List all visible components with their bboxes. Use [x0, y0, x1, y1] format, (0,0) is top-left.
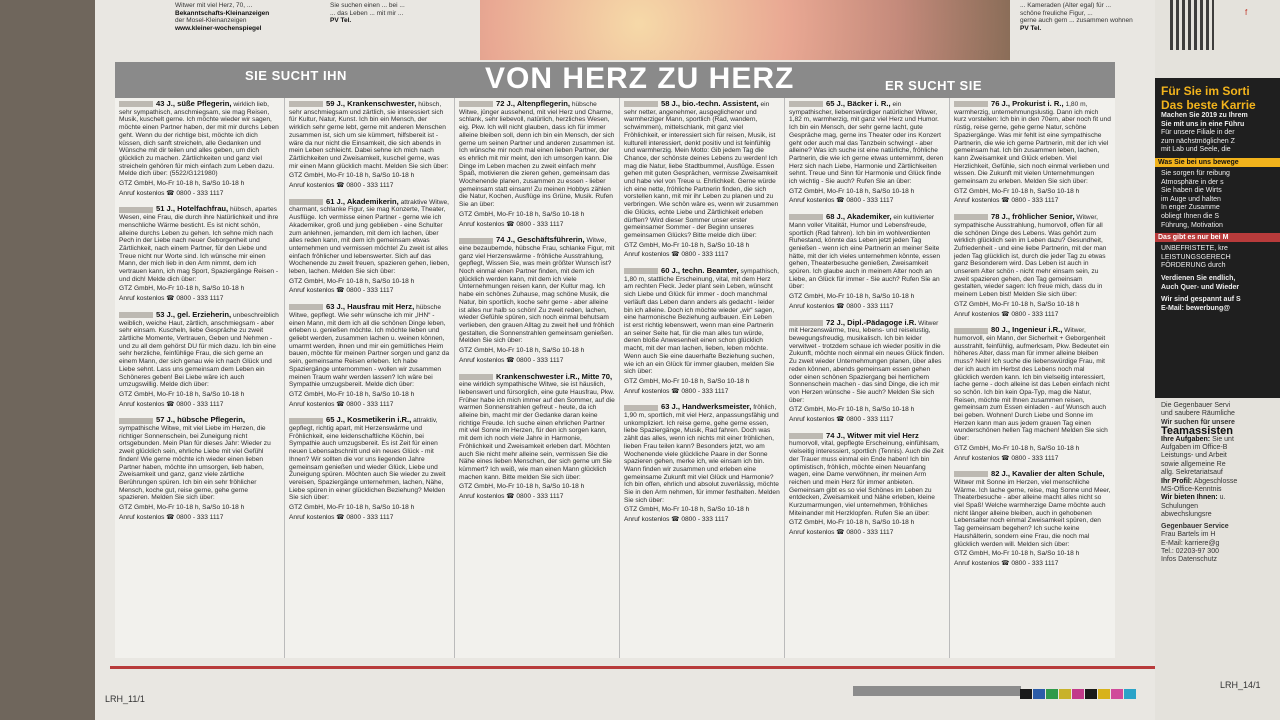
- ad-phone: Anruf kostenlos ☎ 0800 - 333 1117: [789, 197, 894, 205]
- ad-contact: GTZ GmbH, Mo-Fr 10-18 h, Sa/So 10-18 h: [289, 172, 415, 180]
- ad-title: 43 J., süße Pflegerin,: [156, 99, 232, 108]
- facebook-icon: f: [1245, 8, 1248, 17]
- ad-body: Witwer, sympathische Ausstrahlung, humorvoll, offen für all die schönen Dinge des Lebens. Was gehört zum wirklich glücklich sein im Leben dazu? Gesundheit, Zufriedenheit - und eine liebe Partnerin, mit der man jeden Tag glücklich ist, durch die jeder Tag zu etwas ganz Besonderem wird. Das Leben ist auch in unserem Alter schön - nicht mehr einsam sein, zu zweit spazieren gehen, den Tag gemeinsam gestalten, wieder sagen: Ich freue mich, dass du in meinem Leben bist! Melden Sie sich über:: [954, 214, 1107, 299]
- classified-ad: [459, 236, 615, 364]
- color-swatches: [1020, 686, 1137, 696]
- ad-title: 61 J., Akademikerin,: [326, 196, 399, 206]
- ad-body: fröhlich, 1,90 m, sportlich, mit viel Herz, anpassungsfähig und unkompliziert. Ich reise gerne, gehe gerne essen, liebe Spaziergänge, Musik, Rad fahren. Doch was zählt das alles, wenn ich nichts mit einer fröhlichen, lieben Frau teilen kann? Besonders jetzt, wo am Wochenende viele glückliche Paare in der Sonne spazieren gehen, merke ich, wie einsam ich bin. Wann finden wir zusammen und erleben eine gemeinsame Zukunft mit viel Glück und Harmonie? Ich bin offen, ehrlich und absolut zuverlässig, möchte Sie in den Arm nehmen, für immer festhalten. Melden Sie sich über:: [624, 404, 780, 504]
- ad-phone: Anruf kostenlos ☎ 0800 - 333 1117: [624, 387, 729, 395]
- color-swatch: [1059, 689, 1071, 699]
- ad-title: 57 J., hübsche Pflegerin,: [156, 415, 246, 425]
- ad-bullet: im Auge und halten: [1161, 195, 1221, 203]
- ad-text: zum nächstmöglichen Z: [1161, 137, 1235, 145]
- top-strip-mid: [330, 2, 475, 25]
- ad-text: MS-Office-Kenntnis: [1161, 486, 1222, 494]
- ad-body: sympathisch, 1,80 m, stattliche Erscheinung, vital, mit dem Herz am rechten Fleck. Jeder plant sein Leben, wünscht sich Liebe und Glück für immer - doch manchmal verläuft das Leben dann anders als gedacht - leider bin ich alleine. Doch ich möchte wieder „wir“ sagen, eine harmonische Beziehung aufbauen. Ein Leben ist erst richtig lebenswert, wenn man eine Partnerin an seiner Seite hat, für die man alles tun würde, deren bloße Anwesenheit einen schon glücklich macht, mit der man lachen, lieben, leben möchte. Wenn auch Sie eine dauerhafte Beziehung suchen, wie ich an ein Glück für immer glauben, melden Sie sich über:: [624, 268, 779, 376]
- top-strip-line: Witwer mit viel Herz, 70, ...: [175, 2, 253, 9]
- ad-title: 80 J., Ingenieur i.R.,: [991, 325, 1063, 335]
- top-strip-line: schöne freuliche Figur, ...: [1020, 9, 1093, 17]
- classified-ad: [289, 303, 450, 408]
- ad-text: E-Mail: karriere@g: [1161, 539, 1220, 547]
- ad-phone: Anruf kostenlos ☎ 0800 - 333 1117: [119, 189, 224, 197]
- ad-title: 60 J., techn. Beamter,: [661, 266, 739, 276]
- ad-contact: GTZ GmbH, Mo-Fr 10-18 h, Sa/So 10-18 h: [459, 483, 585, 491]
- ad-text: Schulungen: [1161, 502, 1198, 510]
- top-strip-line: der Mosel-Kleinanzeigen: [175, 17, 247, 25]
- ad-text: allg. Sekretariatsauf: [1161, 469, 1223, 477]
- ad-body: ein sympathischer, liebenswürdiger natürlicher Witwer, 1,82 m, warmherzig, mit ganz viel Herz und Humor. Ich bin ein Mensch, der sehr gerne lacht, gute Gespräche mag, gerne ins Theater oder ins Konzert geht oder auch mal das Tanzbein schwingt - aber alleine? Was ich suche ist eine natürliche, fröhliche Partnerin, die wie ich gerne etwas unternimmt, deren Herz sich nach Liebe, Harmonie und Zärtlichkeiten sehnt. Treue und Sinn für Harmonie und Glück finde ich wichtig - Sie auch? Rufen Sie an über:: [789, 101, 944, 186]
- color-bar: [853, 686, 1021, 696]
- ad-phone: Anruf kostenlos ☎ 0800 - 333 1117: [289, 513, 394, 521]
- section-header: [115, 62, 1115, 98]
- classified-ad: [954, 470, 1111, 567]
- ad-contact: GTZ GmbH, Mo-Fr 10-18 h, Sa/So 10-18 h: [624, 506, 750, 514]
- ad-contact: GTZ GmbH, Mo-Fr 10-18 h, Sa/So 10-18 h: [789, 293, 915, 301]
- color-swatch: [1033, 689, 1045, 699]
- ad-contact: GTZ GmbH, Mo-Fr 10-18 h, Sa/So 10-18 h: [289, 504, 415, 512]
- ad-text: Für unsere Filiale in der: [1161, 129, 1235, 137]
- ad-text: abwechslungsre: [1161, 511, 1212, 519]
- ad-title: 68 J., Akademiker,: [826, 212, 892, 222]
- classified-ad: [119, 205, 280, 302]
- ad-title: 58 J., bio.-techn. Assistent,: [661, 99, 759, 108]
- ad-text: E-Mail: bewerbung@: [1161, 304, 1231, 312]
- ad-band: Das gibt es nur bei M: [1155, 233, 1280, 242]
- ad-phone: Anruf kostenlos ☎ 0800 - 333 1117: [289, 287, 394, 295]
- ad-contact: GTZ GmbH, Mo-Fr 10-18 h, Sa/So 10-18 h: [289, 390, 415, 398]
- ad-phone: Anruf kostenlos ☎ 0800 - 333 1117: [459, 356, 564, 364]
- ad-body: attraktiv, gepflegt, richtig apart, mit Herzenswärme und Fröhlichkeit, eine leidenschaftliche Köchin, bei Sympathie auch umzugsbereit. Es ist Zeit für einen neuen Lebensabschnitt und ein neues Glück - mit Ihnen? Wir sollten die vor uns liegenden Jahre gemeinsam genießen und wieder Glück, Liebe und Zuneigung spüren. Möchten auch Sie wieder zu zweit vereisen, Spaziergänge unternehmen, lachen, Nähe, Liebe spüren in einer glücklichen Beziehung? Melden Sie sich über:: [289, 417, 446, 502]
- classified-ad: [289, 416, 450, 521]
- classified-ad: [119, 416, 280, 521]
- ad-title: 65 J., Bäcker i. R.,: [826, 99, 891, 108]
- ad-phone: Anruf kostenlos ☎ 0800 - 333 1117: [459, 493, 564, 501]
- ad-contact: GTZ GmbH, Mo-Fr 10-18 h, Sa/So 10-18 h: [119, 504, 245, 512]
- ad-title: 74 J., Geschäftsführerin,: [496, 235, 585, 245]
- ad-title: 59 J., Krankenschwester,: [326, 99, 417, 108]
- classified-ad: [954, 100, 1111, 205]
- ad-phone: Anruf kostenlos ☎ 0800 - 333 1117: [954, 454, 1059, 462]
- ad-bullet: UNBEFRISTETE, kre: [1161, 245, 1228, 253]
- classified-ad: [954, 213, 1111, 318]
- ad-text: Infos Datenschutz: [1161, 556, 1218, 564]
- ad-bullet: FÖRDERUNG durch: [1161, 262, 1226, 270]
- ad-bullet: In enger Zusamme: [1161, 204, 1220, 212]
- ad-phone: Anruf kostenlos ☎ 0800 - 333 1117: [789, 302, 894, 310]
- color-swatch: [1098, 689, 1110, 699]
- ad-title: 78 J., fröhlicher Senior,: [991, 212, 1075, 222]
- ad-phone: Anruf kostenlos ☎ 0800 - 333 1117: [789, 416, 894, 424]
- page-title: VON HERZ ZU HERZ: [485, 62, 795, 95]
- red-rule: [110, 666, 1155, 669]
- ad-text: Auch Quer- und Wieder: [1161, 283, 1240, 291]
- ad-title: 63 J., Handwerksmeister,: [661, 402, 752, 412]
- ad-title: 53 J., gel. Erzieherin,: [156, 309, 232, 319]
- ad-text: Sie mit uns in eine Führu: [1161, 120, 1245, 128]
- classified-ad: [119, 311, 280, 408]
- ad-phone: Anruf kostenlos ☎ 0800 - 333 1117: [119, 513, 224, 521]
- ad-body: Witwe, eine bezaubernde, hübsche Frau, schlanke Figur, mit ganz viel Herzenswärme - fröhliche Ausstrahlung, gepflegt, Wissen Sie, was mein größter Wunsch ist? Noch einmal einen Partner finden, mit dem ich glücklich werden kann, mit dem ich viele Unternehmungen reisen kann, der Kultur mag. Ich habe ein schönes Zuhause, mag schöne Musik, die Natur, bin sportlich, koche sehr gerne - aber alleine ist alles nur halb so schön! Zu zweit reden, lachen, wieder Gefühle spüren, sich noch einmal behutsam verlieben, den grauen Alltag zu zweit hell und fröhlich gestalten, die Sonnenstrahlen gemeinsam genießen. Melden Sie sich über:: [459, 237, 615, 345]
- classified-ad: [789, 213, 945, 310]
- header-she-seeks: SIE SUCHT IHN: [245, 68, 347, 83]
- top-strip: [95, 0, 1155, 62]
- ad-body: hübsch, apartes Wesen, eine Frau, die durch ihre Natürlichkeit und ihre menschliche Wärme besticht. Es ist nicht schön, alleine durchs Leben zu gehen. Ich sehne mich nach Pech in der Liebe nach neuer Geborgenheit und Zärtlichkeit, nach einem Partner, für den Liebe und Treue nicht nur Worte sind. Ich wünsche mir einen Mann, der mich lieb in den Arm nimmt, dem ich vertrauen kann, ich mag Sport, Spaziergänge Reisen - und dich! Melde dich über:: [119, 206, 279, 283]
- ad-title: 72 J., Altenpflegerin,: [496, 99, 570, 108]
- ad-body: hübsche Witwe, gepflegt. Wie sehr wünsche ich mir „IHN“ - einen Mann, mit dem ich all die schönen Dinge leben, erleben u. genießen möchte. Ich möchte lieben und geliebt werden, zusammen lachen u. weinen können, umarmt werden, ihnen und mir ein gemütliches Heim bauen, möchte für meinen Partner sorgen und ganz da sein, gemeinsame Reisen erleben. Ich habe Spaziergänge unternommen - wollen wir zusammen meinen Traum wahr werden lassen? Ich wäre bei Sympathie umzugsbereit. Melde dich über:: [289, 304, 450, 389]
- ad-title: Krankenschwester i.R., Mitte 70,: [496, 371, 613, 381]
- ad-phone: Anruf kostenlos ☎ 0800 - 333 1117: [119, 400, 224, 408]
- ad-phone: Anruf kostenlos ☎ 0800 - 333 1117: [954, 559, 1059, 567]
- ad-phone: Anruf kostenlos ☎ 0800 - 333 1117: [789, 529, 894, 537]
- classified-ad: [624, 100, 780, 259]
- flower-photo: [480, 0, 1010, 60]
- adjacent-page: [1155, 0, 1280, 720]
- ad-body: ein sehr netter, angenehmer, ausgeglichener und warmherziger Mann, sportlich (Rad, wandern, schwimmen), mittelschlank, mit ganz viel Fröhlichkeit, er interessiert sich für reisen, Musik, ist kulturell interessiert, denkt positiv und ist feinfühlig und warmherzig. Mein Motto: Gib jedem Tag die Chance, der schönste deines Lebens zu werden! Ich mag die Natur, liebe Stadtbummel, Ausflüge. Essen gehen mit guten Gesprächen, vermisse Zweisamkeit und habe viel von Treue u. Ehrlichkeit. Gerne würde ich eine nette, fröhliche Partnerin finden, die sich vorstellen kann, mit mir ihr Leben zu planen und zu verbringen. Wie schön wäre es, wenn wir zusammen die Glücks, echte Liebe und Zärtlichkeit erleben dürften? Wird dieser Sommer unser erster gemeinsamer Sommer - der Beginn unseres gemeinsamen Glücks? Bitte melde dich über:: [624, 101, 779, 239]
- ad-text: Wir sind gespannt auf S: [1161, 296, 1241, 304]
- ad-phone: Anruf kostenlos ☎ 0800 - 333 1117: [289, 400, 394, 408]
- column-4: [620, 98, 785, 658]
- column-1: [115, 98, 285, 658]
- folio-left: LRH_11/1: [105, 694, 145, 704]
- ad-body: Witwer, humorvoll, ein Mann, der Sicherheit + Geborgenheit ausstrahlt, feinfühlig, aufmerksam, Pkw. Bedeutet ein höheres Alter, dass man für immer alleine bleiben muss? Nein! Ich suche die liebenswürdige Frau, mit der ich auch im Herbst des Lebens noch mal glücklich werden kann. Ich bin vielseitig interessiert, lache gerne - doch alleine ist das Leben einfach nicht so schön. Ich bin kein Opa-Typ, mag die Natur, Reisen, möchte mit Ihnen zusammen reisen, gemeinsam zum Essen einladen - auf Wunsch auch bei geben. Wohnen! Durch Liebe und Sonne im Herzen kann man aus jedem grauen Tag einen wunderschönen hellen Tag machen! Melden Sie sich über:: [954, 327, 1110, 443]
- ad-label: Ihr Profil:: [1161, 477, 1193, 485]
- ad-text: Abgeschlosse: [1193, 477, 1238, 485]
- color-swatch: [1111, 689, 1123, 699]
- ad-contact: GTZ GmbH, Mo-Fr 10-18 h, Sa/So 10-18 h: [789, 187, 915, 195]
- ad-text: sowie allgemeine Re: [1161, 460, 1226, 468]
- ad-phone: Anruf kostenlos ☎ 0800 - 333 1117: [954, 310, 1059, 318]
- ad-text: Leistungs- und Arbeit: [1161, 452, 1227, 460]
- ad-text: Die Gegenbauer Servi: [1161, 402, 1231, 409]
- folio-right: LRH_14/1: [1220, 680, 1261, 690]
- ad-contact: GTZ GmbH, Mo-Fr 10-18 h, Sa/So 10-18 h: [119, 180, 245, 188]
- ad-body: hübsch, sehr anschmiegsam und zärtlich, sie interessiert sich für Kultur, Natur, Kunst. Ich bin ein Mensch, der wirklich sehr gerne lebt, gerne mit anderen Menschen zusammen ist, sich um sie kümmert, hilfsbereit ist - wäre da nur nicht die Einsamkeit, die sich abends in mein Leben schleicht. Dabei sehne ich mich nach Zärtlichkeiten und Zweisamkeit, kuschel gerne, was mir einen Mann glücklich macht. Melden Sie sich über:: [289, 101, 449, 170]
- top-strip-line: gerne auch gern ... zusammen wohnen: [1020, 17, 1133, 25]
- ad-title: 76 J., Prokurist i. R.,: [991, 99, 1064, 108]
- ad-bullet: Atmosphäre in der s: [1161, 178, 1224, 186]
- column-2: [285, 98, 455, 658]
- classified-ad: [624, 267, 780, 395]
- top-strip-right: [1020, 2, 1150, 32]
- ad-body: hübsche Witwe, jünger aussehend, mit viel Herz und Charme, schlank, sehr liebevoll, natürlich, herzliches Wesen, eig. Pkw. Ich will nicht glauben, dass ich für immer alleine bleiben soll, denn ich bin ein Mensch, der sich gerne um seinen Partner und anderen zusammen ist. Ich wünsche mir noch mal einen lieben Partner, der es ehrlich mit mir meint, den ich umsorgen kann. Die Dinge im Leben machen zu zweit einfach mehr Spaß, motivieren die zieren gehen, gemeinsam das Wochenende planen, zusammen zu essen - lieber gemeinsam statt einsam! Zu meinen Hobbys zählen die Natur, Kochen, Ausflüge ins Grüne, Musik. Rufen Sie an über:: [459, 101, 615, 209]
- ad-title: 65 J., Kosmetikerin i.R.,: [326, 415, 412, 425]
- classified-ad: [624, 403, 780, 524]
- classified-ad: [954, 326, 1111, 462]
- ad-text: Frau Bartels im H: [1161, 531, 1216, 539]
- ad-phone: Anruf kostenlos ☎ 0800 - 333 1117: [119, 295, 224, 303]
- ad-title: 74 J., Witwer mit viel Herz: [826, 430, 919, 440]
- classified-ad: [459, 100, 615, 228]
- ad-contact: GTZ GmbH, Mo-Fr 10-18 h, Sa/So 10-18 h: [954, 444, 1080, 452]
- ad-text: Gegenbauer Service: [1161, 522, 1229, 530]
- ad-bullet: LEISTUNGSGERECH: [1161, 253, 1231, 261]
- ad-body: Witwer mit Herzenswärme, treu, lebens- und reiselustig, bewegungsfreudig, musikalisch. Ich bin leider verwitwet - trotzdem schaue ich wieder positiv in die Zukunft, möchte noch einmal ein neues Glück finden. Zu zweit wieder Unternehmungen planen, über alles reden können, abends gemeinsam essen gehen oder einen schönen Spaziergang bei herrlichem Sonnenschein machen - das sind Dinge, die ich mir von Herzen wünsche - Sie auch? Melden Sie sich über:: [789, 319, 945, 404]
- column-6: [950, 98, 1115, 658]
- classified-ad: [289, 198, 450, 295]
- header-he-seeks: ER SUCHT SIE: [885, 78, 983, 93]
- ad-bullet: Sie haben die Wirts: [1161, 187, 1222, 195]
- ad-contact: GTZ GmbH, Mo-Fr 10-18 h, Sa/So 10-18 h: [289, 277, 415, 285]
- top-strip-line: www.kleiner-wochenspiegel: [175, 24, 262, 32]
- ad-contact: GTZ GmbH, Mo-Fr 10-18 h, Sa/So 10-18 h: [789, 519, 915, 527]
- top-strip-line: PV Tel.: [1020, 24, 1042, 32]
- top-strip-line: Bekanntschafts-Kleinanzeigen: [175, 9, 270, 17]
- ad-contact: GTZ GmbH, Mo-Fr 10-18 h, Sa/So 10-18 h: [119, 390, 245, 398]
- ad-phone: Anruf kostenlos ☎ 0800 - 333 1117: [289, 182, 394, 190]
- ad-columns: [115, 98, 1115, 658]
- ad-body: ein kultivierter Mann voller Vitalität, Humor und Lebensfreude, sportlich (Rad fahren). Ich bin im wohlverdienten Ruhestand, könnte das Leben jetzt jeden Tag genießen - wenn ich eine Partnerin an meiner Seite hätte, mit der ich vieles unternehmen könnte, essen gehen, Theaterbesuche genießen, Zweisamkeit spüren. Ich glaube auch in meinem Alter noch an Liebe, an Glück für immer - Sie auch? Rufen Sie an über:: [789, 214, 941, 291]
- ad-contact: GTZ GmbH, Mo-Fr 10-18 h, Sa/So 10-18 h: [624, 241, 750, 249]
- ad-text: mit Lab und Seele, die: [1161, 146, 1231, 154]
- ad-body: wirklich lieb, sehr sympathisch, anschmiegsam, sie mag Reisen, Musik, kuschelt gerne. Ich möchte wieder wir sagen, möchte einen Partner haben, der mit mir durchs Leben geht. Wenn du der richtige bist, möchte ich dich küssen, dich sanft streicheln, alle Gedanken und Wünsche mit dir teilen und alles geben, um dich glücklich zu machen. Zärtlichkeiten und ganz viel streicheln gehören für mich einfach zum Leben dazu. Melde dich über: (5522/G121980): [119, 101, 279, 178]
- color-swatch: [1046, 689, 1058, 699]
- ad-headline: Das beste Karrie: [1161, 98, 1256, 112]
- column-3: [455, 98, 620, 658]
- color-swatch: [1124, 689, 1136, 699]
- ad-text: Aufgaben im Office-B: [1161, 444, 1228, 452]
- classified-ad: [789, 319, 945, 424]
- ad-text: Verdienen Sie endlich,: [1161, 274, 1236, 282]
- ad-contact: GTZ GmbH, Mo-Fr 10-18 h, Sa/So 10-18 h: [119, 285, 245, 293]
- top-strip-line: Sie suchen einen ... bei ...: [330, 2, 405, 9]
- classified-ad: [459, 373, 615, 501]
- classified-ad: [119, 100, 280, 197]
- job-ad: [1155, 78, 1280, 398]
- ad-phone: Anruf kostenlos ☎ 0800 - 333 1117: [954, 197, 1059, 205]
- color-swatch: [1072, 689, 1084, 699]
- ad-body: sympathische Witwe, mit viel Liebe im Herzen, die richtiger Sonnenschein, bei Zuneigung nicht ortsgebunden. Mein Plan für dieses Jahr: Wieder zu zweit glücklich sein, ehrliche Liebe mit viel Gefühl finden! Wie gerne möchte ich wieder einen lieben Partner haben, möchte ihn umsorgen, lieb haben, Zweisamkeit und ganz, ganz viele zärtliche Berührungen spüren. Ich bin ein sehr fröhlicher Mensch, koche gut, reise gerne, gehe gerne spazieren. Melden Sie sich über:: [119, 425, 271, 502]
- classified-ad: [789, 100, 945, 205]
- ad-title: 51 J., Hotelfachfrau,: [156, 204, 229, 214]
- column-5: [785, 98, 950, 658]
- ad-body: eine wirklich sympathische Witwe, sie ist häuslich, liebenswert und fürsorglich, eine gute Hausfrau, Pkw. Früher habe ich mich immer auf den Sommer, auf die warmen Sonnenstrahlen gefreut - heute, da ich alleine bin, macht mir der Gedanke daran keine richtige Freude. Ich suche einen ehrlichen Partner mit viel Sonne im Herzen, für den ich sorgen kann, mit dem ich noch viele Jahre in Harmonie, Fröhlichkeit und Zweisamkeit erleben darf. Möchten auch Sie nicht mehr alleine sein, vermissen Sie die Nähe eines lieben Menschen, der sich gerne um Sie kümmert? Ich weiß, wie man einen Mann glücklich machen kann. Bitte melden Sie sich über:: [459, 381, 615, 481]
- ad-contact: GTZ GmbH, Mo-Fr 10-18 h, Sa/So 10-18 h: [954, 187, 1080, 195]
- ad-band: Was Sie bei uns bewege: [1155, 158, 1280, 167]
- ad-contact: GTZ GmbH, Mo-Fr 10-18 h, Sa/So 10-18 h: [954, 300, 1080, 308]
- ad-text: Sie unt: [1212, 435, 1234, 443]
- ad-phone: Anruf kostenlos ☎ 0800 - 333 1117: [624, 516, 729, 524]
- ad-text: Machen Sie 2019 zu Ihrem: [1161, 112, 1248, 119]
- ad-text: und saubere Räumliche: [1161, 410, 1235, 418]
- ad-title: 72 J., Dipl.-Pädagoge i.R.: [826, 317, 917, 327]
- qr-code-icon: [1170, 0, 1214, 50]
- ad-body: Witwer mit Sonne im Herzen, viel menschliche Wärme. Ich lache gerne, reise, mag Sonne und Meer, Theaterbesuche - aber alleine macht alles nicht so viel Spaß! Welche warmherzige Dame möchte auch nicht länger alleine bleiben, auch in gehobenen Lebensalter noch einmal Zweisamkeit spüren, den Tag gemeinsam begehen? Ich suche keine Haushälterin, sondern eine Frau, die noch mal glücklich werden will. Melden sich über:: [954, 478, 1111, 548]
- classified-ad: [789, 432, 945, 537]
- ad-body: attraktive Witwe, charmant, schlanke Figur, sie mag Konzerte, Theater, Ausflüge. Ich vermisse einen Partner - gerne wie ich Akademiker, groß und jung geblieben - eine Schulter zum anlehnen, jemanden, mit dem ich lachen, über alles reden kann, mit dem ich gemeinsam etwas unternehmen und vermissen möchte! Zu zweit ist alles einfach fröhlicher und lebenswerter. Sich auf das Wochenende zu zweit freuen, spazieren gehen, lieben, leben, lachen. Melden Sie sich über:: [289, 198, 450, 276]
- ad-body: unbeschreiblich weiblich, weiche Haut, zärtlich, anschmiegsam - aber sehr einsam. Kuscheln, liebe Gespräche zu zweit zärtliche Momente, Vertrauen, Geben und Nehmen - und zu all dem gehörst DU für mich dazu. Ich bin eine sehr herzliche, feinfühlige Frau, die sich gerne an einem Mann, der sich genau wie ich nach Glück und Liebe sehnt. Lass uns gemeinsam dem Leben ein Schöneres geben! Bei Liebe wäre ich auch umzugswillig. Melde dich über:: [119, 311, 279, 389]
- ad-bullet: obliegt Ihnen die S: [1161, 212, 1219, 220]
- ad-title: 63 J., Hausfrau mit Herz,: [326, 302, 415, 312]
- ad-contact: GTZ GmbH, Mo-Fr 10-18 h, Sa/So 10-18 h: [789, 406, 915, 414]
- ad-label: Wir bieten Ihnen:: [1161, 494, 1218, 502]
- ad-body: 1,80 m, warmherzig, unternehmungslustig. Dann ich mich kurz vorstellen: Ich bin in den 70ern, aber noch fit und rüstig, reise gerne, gehe gerne Natur, schöne Spaziergänge. Was mir fehlt ist eine sympathische Partnerin, die wie ich gerne Partnerin, mit der ich viel gemeinsam hat. Ich bin zusammen leben, lachen, kann Zweisamkeit und Glück erleben. Viel Herzlichkeit, Gefühle, sich noch einmal verlieben und wissen. Die Zukunft mit vielen Unternehmungen gemeinsam zu erleben. Melden Sie sich über:: [954, 101, 1111, 186]
- top-strip-line: PV Tel.: [330, 17, 352, 25]
- ad-title: 82 J., Kavalier der alten Schule,: [991, 469, 1105, 479]
- ad-bullet: Sie sorgen für reibung: [1161, 169, 1230, 177]
- classified-ad: [289, 100, 450, 190]
- ad-headline: Teamassisten: [1161, 425, 1233, 438]
- ad-headline: Für Sie im Sorti: [1161, 84, 1250, 98]
- ad-contact: GTZ GmbH, Mo-Fr 10-18 h, Sa/So 10-18 h: [459, 210, 585, 218]
- ad-bullet: Führung, Motivation: [1161, 221, 1223, 229]
- ad-phone: Anruf kostenlos ☎ 0800 - 333 1117: [624, 251, 729, 259]
- ad-contact: GTZ GmbH, Mo-Fr 10-18 h, Sa/So 10-18 h: [624, 377, 750, 385]
- job-ad-2: [1161, 402, 1276, 565]
- top-strip-line: ... das Leben ... mit mir ...: [330, 9, 404, 17]
- ad-body: humorvoll, vital, gepflegte Erscheinung, einfühlsam, vielseitig interessiert, sportlich (Tennis). Auch die Zeit der Trauer muss einmal ein Ende haben! Ich bin optimistisch, fröhlich, möchte einen Neuanfang wagen, eine Dame verwöhnen, ihr meinen Arm reichen und mein Herz für immer anbieten. Gemeinsam gibt es so viel Schönes im Leben zu entdecken, Zweisamkeit und Nähe erleben, kleine Kurzumarmungen, viel unternehmen, fröhliches Miteinander mit Herzklopfen. Rufen Sie an über:: [789, 440, 944, 517]
- newspaper-page: [95, 0, 1155, 720]
- ad-contact: GTZ GmbH, Mo-Fr 10-18 h, Sa/So 10-18 h: [954, 550, 1080, 558]
- ad-label: Ihre Aufgaben:: [1161, 435, 1211, 443]
- color-swatch: [1085, 689, 1097, 699]
- top-strip-line: ... Kameraden (Alter egal) für ...: [1020, 2, 1112, 9]
- ad-text: Wir suchen für unsere: [1161, 418, 1235, 426]
- ad-phone: Anruf kostenlos ☎ 0800 - 333 1117: [459, 220, 564, 228]
- ad-contact: GTZ GmbH, Mo-Fr 10-18 h, Sa/So 10-18 h: [459, 347, 585, 355]
- ad-text: u.: [1219, 494, 1226, 502]
- ad-text: Tel.: 02203-97 300: [1161, 547, 1219, 555]
- color-swatch: [1020, 689, 1032, 699]
